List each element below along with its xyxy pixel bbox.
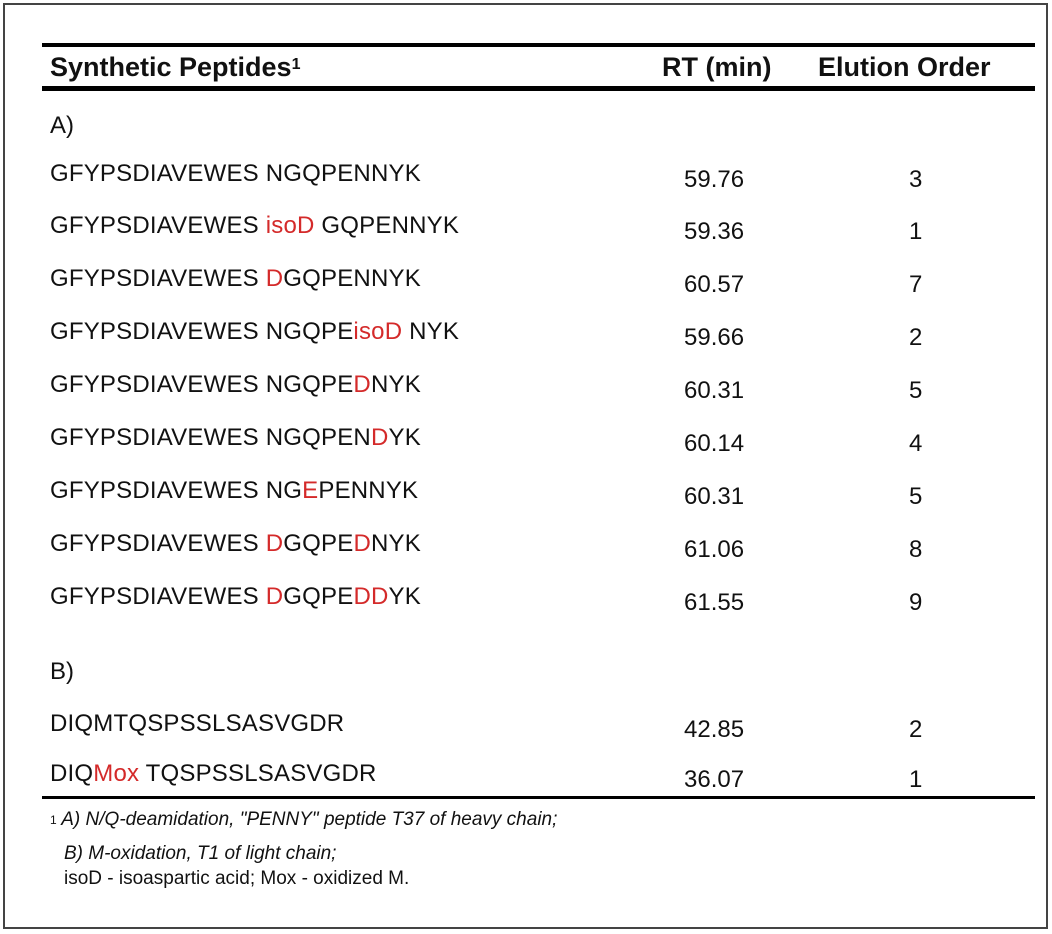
sequence-segment: GFYPSDIAVEWES xyxy=(50,583,266,610)
table-row xyxy=(5,159,1050,191)
modified-residue: D xyxy=(265,530,284,557)
retention-time: 59.36 xyxy=(684,218,745,245)
table-frame xyxy=(3,3,1048,929)
sequence-segment: GFYPSDIAVEWES xyxy=(50,265,266,292)
table-row xyxy=(5,264,1050,296)
modified-residue: D xyxy=(370,424,389,451)
peptide-sequence xyxy=(50,582,421,612)
retention-time: 59.66 xyxy=(684,324,745,351)
section-label-a: A) xyxy=(50,112,74,139)
peptide-sequence xyxy=(50,211,459,241)
header-elution-order: Elution Order xyxy=(818,52,991,82)
table-row xyxy=(5,423,1050,455)
header-rule xyxy=(42,86,1035,91)
elution-order: 9 xyxy=(909,589,923,616)
peptide-sequence xyxy=(50,529,421,559)
table-row xyxy=(5,529,1050,561)
retention-time: 60.31 xyxy=(684,377,745,404)
modified-residue: D xyxy=(265,265,284,292)
sequence-segment: NYK xyxy=(370,530,421,557)
peptide-sequence xyxy=(50,264,421,294)
peptide-sequence xyxy=(50,317,459,347)
retention-time: 36.07 xyxy=(684,766,745,793)
elution-order: 8 xyxy=(909,536,923,563)
sequence-segment: DIQMTQSPSSLSASVGDR xyxy=(50,710,345,737)
sequence-segment: GFYPSDIAVEWES NGQPE xyxy=(50,371,354,398)
modified-residue: D xyxy=(353,371,371,398)
sequence-segment: GFYPSDIAVEWES xyxy=(50,160,266,187)
retention-time: 61.55 xyxy=(684,589,745,616)
footnote-line-2: B) M-oxidation, T1 of light chain; xyxy=(64,843,337,864)
sequence-segment: GQPE xyxy=(283,530,354,557)
retention-time: 60.31 xyxy=(684,483,745,510)
table-row xyxy=(5,317,1050,349)
sequence-segment: GQPENNYK xyxy=(283,265,421,292)
table-row xyxy=(5,759,1050,791)
footnote-line-1: $^1$ A) N/Q-deamidation, "PENNY" peptide T37 of heavy chain; xyxy=(50,809,558,830)
peptide-sequence xyxy=(50,709,344,739)
footnote-marker: 1 xyxy=(291,56,301,73)
sequence-segment: GQPE xyxy=(283,583,354,610)
modified-residue: isoD xyxy=(353,318,403,345)
peptide-sequence xyxy=(50,370,421,400)
retention-time: 42.85 xyxy=(684,716,745,743)
sequence-segment: PENNYK xyxy=(318,477,419,504)
elution-order: 5 xyxy=(909,483,923,510)
sequence-segment: GFYPSDIAVEWES NGQPE xyxy=(50,318,354,345)
sequence-segment: YK xyxy=(388,583,421,610)
sequence-segment: NYK xyxy=(402,318,460,345)
peptide-sequence xyxy=(50,476,418,506)
sequence-segment: GFYPSDIAVEWES NG xyxy=(50,477,303,504)
top-rule xyxy=(42,43,1035,47)
table-row xyxy=(5,709,1050,741)
sequence-segment: YK xyxy=(388,424,421,451)
sequence-segment: DIQ xyxy=(50,760,94,787)
peptide-sequence xyxy=(50,759,377,789)
elution-order: 4 xyxy=(909,430,923,457)
section-label-b: B) xyxy=(50,658,74,685)
sequence-segment: TQSPSSLSASVGDR xyxy=(139,760,377,787)
elution-order: 1 xyxy=(909,218,923,245)
retention-time: 60.57 xyxy=(684,271,745,298)
modified-residue: D xyxy=(353,530,371,557)
sequence-segment: GFYPSDIAVEWES xyxy=(50,212,266,239)
sequence-segment: NGQPENNYK xyxy=(265,160,421,187)
peptide-sequence xyxy=(50,423,421,453)
footnote-marker: 1 xyxy=(50,813,57,827)
header-rt: RT (min) xyxy=(662,52,772,82)
table-row xyxy=(5,582,1050,614)
elution-order: 3 xyxy=(909,166,923,193)
modified-residue: Mox xyxy=(93,760,140,787)
table-row xyxy=(5,370,1050,402)
sequence-segment: GQPENNYK xyxy=(314,212,460,239)
sequence-segment: NYK xyxy=(370,371,421,398)
modified-residue: E xyxy=(302,477,319,504)
header-synthetic-peptides: Synthetic Peptides$^1$ xyxy=(50,52,301,82)
modified-residue: isoD xyxy=(265,212,315,239)
table-row xyxy=(5,211,1050,243)
retention-time: 59.76 xyxy=(684,166,745,193)
retention-time: 61.06 xyxy=(684,536,745,563)
sequence-segment: GFYPSDIAVEWES xyxy=(50,530,266,557)
elution-order: 2 xyxy=(909,324,923,351)
elution-order: 7 xyxy=(909,271,923,298)
modified-residue: D xyxy=(265,583,284,610)
retention-time: 60.14 xyxy=(684,430,745,457)
table-row xyxy=(5,476,1050,508)
modified-residue: DD xyxy=(353,583,389,610)
bottom-rule xyxy=(42,796,1035,799)
elution-order: 2 xyxy=(909,716,923,743)
elution-order: 1 xyxy=(909,766,923,793)
peptide-sequence xyxy=(50,159,421,189)
footnote-line-3: isoD - isoaspartic acid; Mox - oxidized M. xyxy=(64,868,410,889)
sequence-segment: GFYPSDIAVEWES NGQPEN xyxy=(50,424,371,451)
elution-order: 5 xyxy=(909,377,923,404)
